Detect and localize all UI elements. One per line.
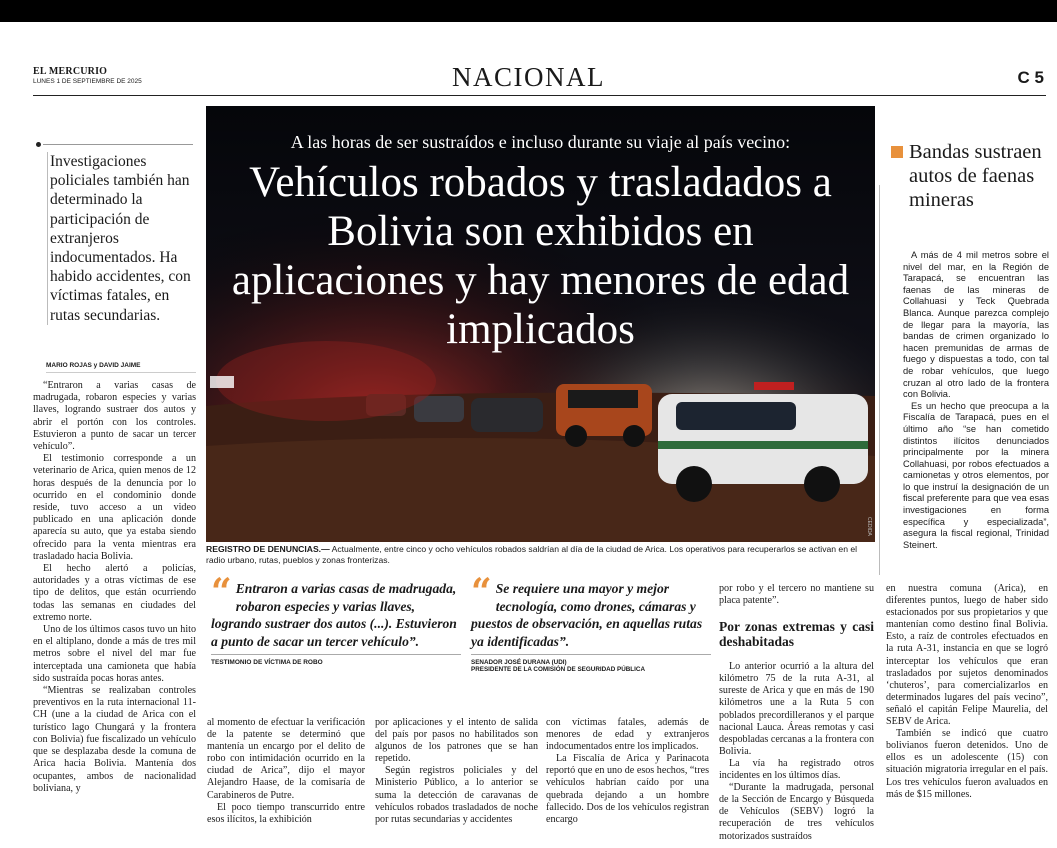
paragraph: en nuestra comuna (Arica), en diferentes puntos, luego de haber sido estacionados por sus propietarios y que mantenían como destino final Bolivia. Esto, a raíz de controles efectuados en la ruta A-31, instancia en que se logró interceptar los vehículos que eran trasladados por sujetos denominados ‘chuteros’, para comercializarlos en determinados lugares del país vecino”, señaló el capitán Felipe Maurelia, del SEBV de Arica. (886, 583, 1048, 728)
paragraph: Uno de los últimos casos tuvo un hito en el altiplano, donde a más de tres mil metros sobre el nivel del mar fue interceptada una camioneta que había sido sustraída pocas horas antes. (33, 624, 196, 684)
sidebar-box (883, 140, 1048, 212)
paragraph: La vía ha registrado otros incidentes en los últimos días. (719, 757, 874, 782)
top-black-bar (0, 0, 1057, 22)
page-number: C 5 (1017, 68, 1044, 87)
sidebar-divider (879, 185, 880, 575)
pull-quote-victim (211, 571, 461, 667)
article-column-1 (33, 380, 196, 795)
lead-rule (43, 144, 193, 145)
paragraph: por robo y el tercero no mantiene su placa patente”. (719, 583, 874, 607)
section-title: NACIONAL (452, 62, 605, 92)
caption-text: Actualmente, entre cinco y ocho vehículos robados saldrían al día de la ciudad de Arica. Los operativos para recuperarlos se activan en el radio urbano, rutas, pueblos y zonas fronterizas. (206, 544, 858, 565)
paragraph: al momento de efectuar la verificación de la patente se determinó que mantenía un encargo por el delito de robo con intimidación ocurrido en la ciudad de Arica”, dijo el mayor Alejandro Haase, de la comisaría de Carabineros de Putre. (207, 717, 365, 801)
quote-mark-icon: “ (211, 571, 232, 613)
paragraph: Lo anterior ocurrió a la altura del kilómetro 75 de la ruta A-31, al sureste de Arica y que en más de 190 kilómetros une a la Ruta 5 con poblados precordilleranos y el parque nacional Lauca. Áreas remotas y casi despobladas cercanas a la frontera con Bolivia. (719, 661, 874, 757)
sidebar-title-text: Bandas sustraen autos de faenas mineras (909, 141, 1042, 211)
main-headline: Vehículos robados y trasladados a Bolivia son exhibidos en aplicaciones y hay menores de edad implicados (231, 159, 850, 353)
paragraph: Es un hecho que preocupa a la Fiscalía de Tarapacá, pues en el último año “se han cometido distintos ilícitos denunciados principalmente por la minera Collahuasi, por robos efectuados a camionetas y otros elementos, por lo que instruí la designación de un fiscal preferente para que vea esas investigaciones en forma específica y especializada”, asegura la fiscal regional, Trinidad Steinert. (903, 400, 1049, 550)
photo-caption (206, 544, 875, 565)
paragraph: “Entraron a varias casas de madrugada, robaron especies y varias llaves, logrando sustraer dos autos y abrir el portón con los controles. Estuvieron a punto de sacar un tercer vehículo”. (33, 380, 196, 453)
paragraph: A más de 4 mil metros sobre el nivel del mar, en la Región de Tarapacá, se encuentran las faenas de las mineras de Collahuasi y Teck Quebrada Blanca. Aunque parezca complejo de llegar para la mayoría, las bandas de crimen organizado lo hacen premunidas de armas de fuego y dispuestas a todo, con tal de robar vehículos, que luego cruzan al otro lado de la frontera con Bolivia. (903, 250, 1049, 400)
quote-attribution (471, 654, 711, 673)
article-column-c (546, 717, 709, 826)
sidebar-title (883, 140, 1048, 212)
caption-label: REGISTRO DE DENUNCIAS.— (206, 544, 330, 554)
newspaper-name: EL MERCURIO (33, 66, 108, 77)
paragraph: El hecho alertó a policías, autoridades y a otras víctimas de ese tipo de delitos, que están ocurriendo todas las semanas en ciudades del extremo norte. (33, 563, 196, 623)
quote-author-role: PRESIDENTE DE LA COMISIÓN DE SEGURIDAD PÚBLICA (471, 666, 645, 674)
byline: MARIO ROJAS y DAVID JAIME (46, 362, 196, 373)
paragraph: “Durante la madrugada, personal de la Sección de Encargo y Búsqueda de Vehículos (SEBV) logró la recuperación de tres vehículos motorizados sustraídos (719, 782, 874, 842)
lead-bullet-icon (36, 142, 41, 147)
paragraph: por aplicaciones y el intento de salida del país por pasos no habilitados son algunos de los patrones que se han repetido. (375, 717, 538, 765)
paragraph: La Fiscalía de Arica y Parinacota reportó que en uno de esos hechos, “tres vehículos habrían caído por una quebrada dejando a un hombre fallecido. Dos de los vehículos registran encargo (546, 753, 709, 825)
quote-text: Se requiere una mayor y mejor tecnología, como drones, cámaras y puestos de observación, en aquellas rutas ya identificadas”. (471, 581, 703, 649)
subheading: Por zonas extremas y casi deshabitadas (719, 619, 874, 650)
photo-credit: CEDIDA (866, 517, 872, 536)
paragraph: El poco tiempo transcurrido entre esos ilícitos, la exhibición (207, 801, 365, 825)
orange-square-icon (891, 146, 903, 158)
article-column-a (207, 717, 365, 826)
sidebar-body (903, 250, 1049, 551)
paragraph: También se indicó que cuatro bolivianos fueron detenidos. Uno de ellos es un adolescente (15) con situación migratoria irregular en el país. Los tres vehículos fueron avaluados en más de $15 millones. (886, 728, 1048, 800)
paragraph: “Mientras se realizaban controles preventivos en la ruta internacional 11-CH (une a la ciudad de Arica con el turístico lago Chungará y la frontera con Bolivia) fue fiscalizado un vehículo que se desplazaba desde la comuna de Arica hacia Bolivia. Mantenía dos ocupantes, ambos de nacionalidad boliviana, y (33, 685, 196, 794)
header-rule (33, 95, 1046, 96)
pull-quote-senator (471, 571, 711, 674)
quote-mark-icon: “ (471, 571, 492, 613)
lead-summary: Investigaciones policiales también han determinado la participación de extranjeros indocumentados. Ha habido accidentes, con víctimas fatales, en rutas secundarias. (47, 152, 197, 325)
article-column-b (375, 717, 538, 826)
quote-author: SENADOR JOSÉ DURANA (UDI) (471, 659, 567, 667)
article-column-d (719, 583, 874, 843)
paragraph: Según registros policiales y del Ministerio Público, a lo anterior se suma la detección de caravanas de vehículos robados trasladados de noche por rutas secundarias y accidentes (375, 765, 538, 825)
quote-text: Entraron a varias casas de madrugada, robaron especies y varias llaves, logrando sustraer dos autos (...). Estuvieron a punto de sacar un tercer vehículo”. (211, 581, 457, 649)
quote-attribution: TESTIMONIO DE VÍCTIMA DE ROBO (211, 654, 461, 666)
lead-photo (206, 106, 875, 542)
paragraph: con víctimas fatales, además de menores de edad y extranjeros indocumentados entre los implicados. (546, 717, 709, 753)
article-column-e (886, 583, 1048, 801)
headline-kicker: A las horas de ser sustraídos e incluso durante su viaje al país vecino: (290, 132, 791, 152)
paragraph: El testimonio corresponde a un veterinario de Arica, quien menos de 12 horas después de la denuncia por lo ocurrido en el condominio donde reside, tuvo acceso a un video publicado en una aplicación donde aparecía su auto, que ya estaba siendo ofrecido para la venta mientras era trasladado hacia Bolivia. (33, 453, 196, 562)
issue-date: LUNES 1 DE SEPTIEMBRE DE 2025 (33, 78, 142, 85)
